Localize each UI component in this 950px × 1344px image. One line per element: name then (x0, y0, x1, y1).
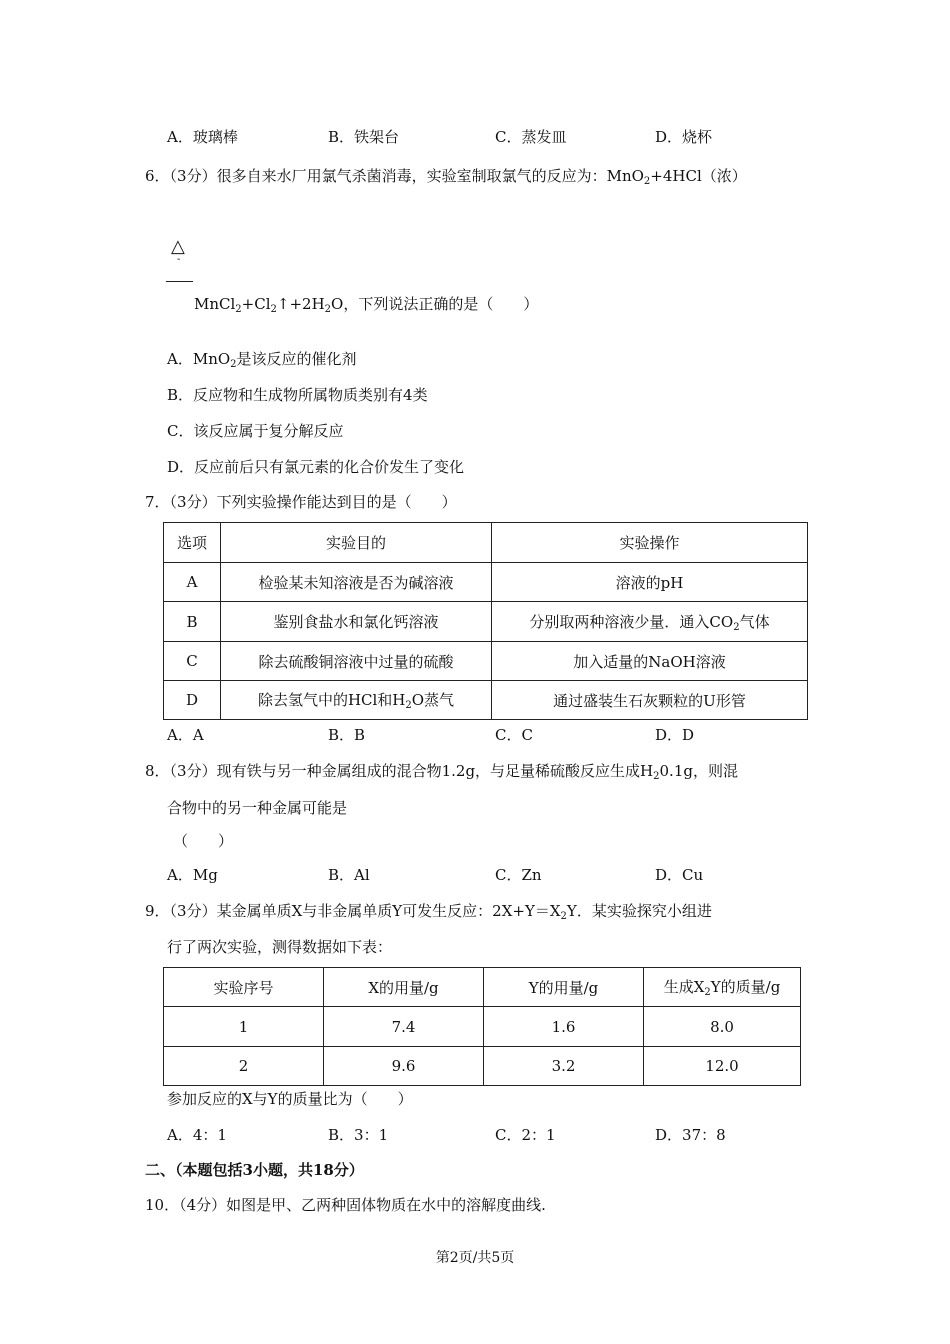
q8-option-a: A．Mg (167, 866, 218, 884)
cell-sub: 2 (704, 987, 711, 998)
q8-sub: 2 (653, 771, 660, 782)
q6-product-sub: 2 (324, 304, 332, 315)
table-cell: 溶液的pH (492, 563, 808, 602)
q6-option-a (167, 348, 357, 370)
table-row (164, 642, 808, 681)
table-header-cell: Y的用量/g (484, 968, 644, 1007)
table-cell: 9.6 (324, 1047, 484, 1086)
table-header-row (164, 523, 808, 563)
q6-heat-dash: - (177, 254, 181, 265)
cell-text: 气体 (739, 612, 770, 631)
q6-product-text: MnCl (194, 295, 236, 313)
q8-answer-blank: （ ） (173, 832, 234, 850)
q7-option-c: C．C (495, 726, 533, 744)
table-row (164, 1047, 801, 1086)
table-cell (221, 681, 492, 720)
table-cell: 1.6 (484, 1007, 644, 1047)
q9-text: Y．某实验探究小组进 (566, 902, 712, 920)
cell-sub: 2 (733, 621, 740, 633)
q6-option-a-text: A．MnO (167, 350, 231, 368)
table-row (164, 602, 808, 642)
q8-stem-line1 (145, 760, 738, 782)
q9-question: 参加反应的X与Y的质量比为（ ） (167, 1090, 413, 1108)
q9-stem-line2: 行了两次实验，测得数据如下表： (167, 938, 393, 956)
table-cell: D (164, 681, 221, 720)
q5-option-a: A．玻璃棒 (167, 128, 238, 146)
table-row (164, 681, 808, 720)
cell-text: 分别取两种溶液少量．通入CO (529, 612, 734, 631)
table-cell: 8.0 (644, 1007, 801, 1047)
table-header-cell (644, 968, 801, 1007)
table-cell: B (164, 602, 221, 642)
q9-option-a: A．4：1 (167, 1126, 227, 1144)
cell-text: 生成X (663, 978, 705, 996)
table-cell: 7.4 (324, 1007, 484, 1047)
q9-option-c: C．2：1 (495, 1126, 556, 1144)
q5-option-d: D．烧杯 (655, 128, 713, 146)
q6-option-a-text: 是该反应的催化剂 (236, 350, 357, 368)
table-cell: 12.0 (644, 1047, 801, 1086)
q5-option-b: B．铁架台 (328, 128, 400, 146)
q6-option-d: D．反应前后只有氯元素的化合价发生了变化 (167, 458, 465, 476)
table-header-row (164, 968, 801, 1007)
q9-option-b: B．3：1 (328, 1126, 389, 1144)
q6-number: 6． (145, 167, 170, 185)
q7-stem: 7．（3分）下列实验操作能达到目的是（ ） (145, 493, 457, 511)
q7-option-d: D．D (655, 726, 695, 744)
q6-option-c: C．该反应属于复分解反应 (167, 422, 344, 440)
q9-option-d: D．37：8 (655, 1126, 726, 1144)
table-cell: 通过盛装生石灰颗粒的U形管 (492, 681, 808, 720)
q10-stem: 10．（4分）如图是甲、乙两种固体物质在水中的溶解度曲线. (145, 1196, 546, 1214)
table-row (164, 1007, 801, 1047)
cell-text: Y的质量/g (710, 978, 781, 996)
q8-stem-line2: 合物中的另一种金属可能是 (167, 799, 348, 817)
table-header-cell: X的用量/g (324, 968, 484, 1007)
table-cell: 检验某未知溶液是否为碱溶液 (221, 563, 492, 602)
page-footer: 第2页/共5页 (435, 1250, 515, 1266)
q6-option-a-sub: 2 (230, 359, 237, 370)
q6-stem-sub: 2 (643, 176, 651, 187)
q6-stem (145, 165, 747, 187)
cell-text: O蒸气 (411, 691, 455, 709)
cell-text: 除去氢气中的HCl和H (257, 691, 406, 709)
q6-products (194, 293, 538, 315)
q8-text: 8．（3分）现有铁与另一种金属组成的混合物1.2g，与足量稀硫酸反应生成H (145, 762, 654, 780)
table-cell: 3.2 (484, 1047, 644, 1086)
q7-option-a: A．A (167, 726, 204, 744)
q8-option-d: D．Cu (655, 866, 704, 884)
table-cell: 加入适量的NaOH溶液 (492, 642, 808, 681)
table-cell: 1 (164, 1007, 324, 1047)
table-row (164, 563, 808, 602)
q6-product-text: +Cl (241, 295, 271, 313)
table-cell: 鉴别食盐水和氯化钙溶液 (221, 602, 492, 642)
q6-product-text: ↑+2H (276, 295, 325, 313)
q6-option-b: B．反应物和生成物所属物质类别有4类 (167, 386, 428, 404)
q6-product-sub: 2 (270, 304, 277, 315)
q6-stem-tail: +4HCl（浓） (650, 167, 747, 185)
table-header-cell: 实验序号 (164, 968, 324, 1007)
q7-table (163, 522, 808, 720)
q8-option-b: B．Al (328, 866, 370, 884)
table-cell: A (164, 563, 221, 602)
q8-text: 0.1g，则混 (659, 762, 738, 780)
q9-text: 9．（3分）某金属单质X与非金属单质Y可发生反应：2X+Y＝X (145, 902, 561, 920)
q6-stem-text: （3分）很多自来水厂用氯气杀菌消毒，实验室制取氯气的反应为：MnO (169, 167, 644, 185)
q8-option-c: C．Zn (495, 866, 542, 884)
q9-sub: 2 (560, 911, 567, 922)
q5-option-c: C．蒸发皿 (495, 128, 567, 146)
q7-option-b: B．B (328, 726, 366, 744)
table-header-cell: 实验目的 (221, 523, 492, 563)
q9-stem-line1 (145, 900, 712, 922)
table-cell: 2 (164, 1047, 324, 1086)
q9-table (163, 967, 801, 1086)
section-2-title: 二、（本题包括3小题，共18分） (145, 1161, 364, 1179)
q6-product-sub: 2 (235, 304, 242, 315)
q6-product-text: O，下列说法正确的是（ ） (331, 295, 539, 313)
table-cell (492, 602, 808, 642)
q6-heat-symbol: △ (171, 236, 185, 257)
table-header-cell: 选项 (164, 523, 221, 563)
table-header-cell: 实验操作 (492, 523, 808, 563)
table-cell: C (164, 642, 221, 681)
cell-sub: 2 (405, 700, 412, 711)
q6-reaction-line (166, 281, 193, 282)
table-cell: 除去硫酸铜溶液中过量的硫酸 (221, 642, 492, 681)
